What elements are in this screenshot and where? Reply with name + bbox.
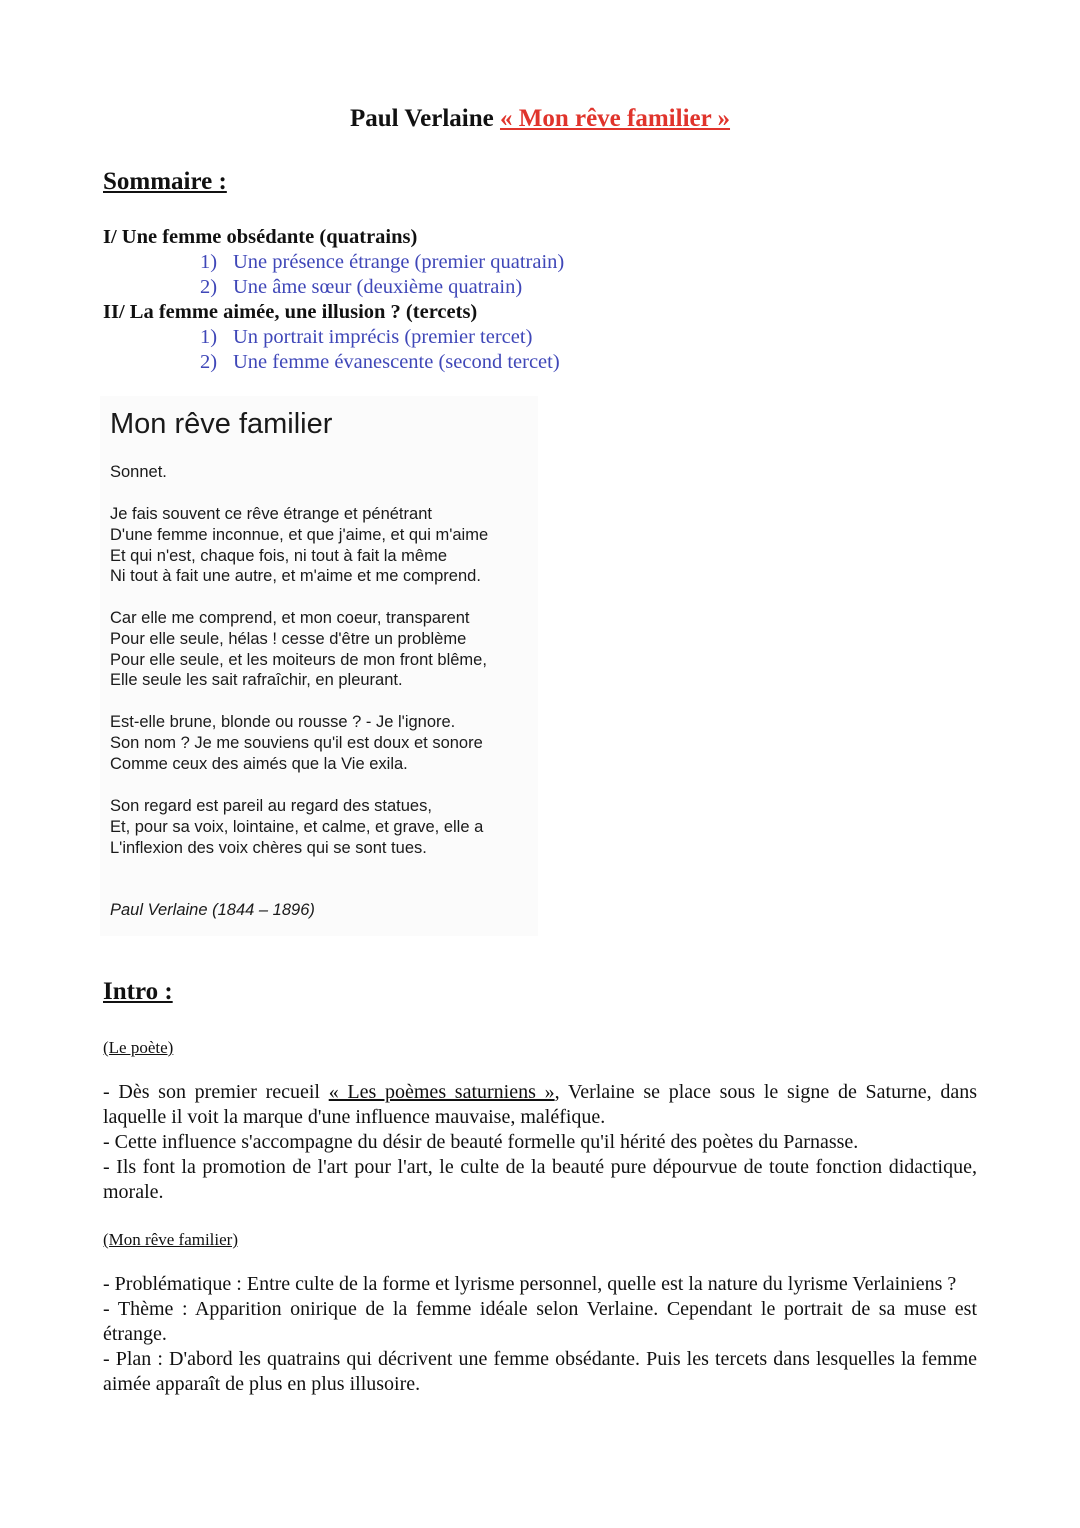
intro-reve-text [103,1272,977,1397]
text-span: - Dès son premier recueil [103,1081,329,1103]
verse-line: Pour elle seule, hélas ! cesse d'être un problème [110,629,467,648]
intro-heading: Intro : [103,978,173,1005]
poem-subtitle: Sonnet. [110,463,167,481]
paragraph: - Ils font la promotion de l'art pour l'art, le culte de la beauté pure dépourvue de toute fonction didactique, morale. [103,1156,977,1203]
paragraph [103,1080,977,1130]
paragraph: - Problématique : Entre culte de la forme et lyrisme personnel, quelle est la nature du lyrisme Verlainiens ? [103,1273,957,1295]
verse-line: Son nom ? Je me souviens qu'il est doux et sonore [110,733,483,752]
verse-line: D'une femme inconnue, et que j'aime, et qui m'aime [110,525,489,544]
subheading-reve: (Mon rêve familier) [103,1230,238,1249]
stanza-3 [110,712,483,774]
table-of-contents [103,225,564,375]
toc-sub-2-1 [103,325,564,350]
verse-line: Je fais souvent ce rêve étrange et pénétrant [110,505,432,523]
stanza-4 [110,796,483,858]
toc-sub-text: Une âme sœur (deuxième quatrain) [233,276,523,298]
title-work: « Mon rêve familier » [499,105,731,132]
toc-sub-text: Une femme évanescente (second tercet) [233,351,560,373]
toc-sub-text: Un portrait imprécis (premier tercet) [233,326,533,348]
toc-sub-num: 2) [200,276,218,298]
paragraph: - Cette influence s'accompagne du désir de beauté formelle qu'il hérité des poètes du Parnasse. [103,1131,859,1153]
paragraph: - Plan : D'abord les quatrains qui décrivent une femme obsédante. Puis les tercets dans lesquelles la femme aimée apparaît de plus en plus illusoire. [103,1348,977,1395]
stanza-1 [110,504,488,587]
paragraph: - Thème : Apparition onirique de la femme idéale selon Verlaine. Cependant le portrait de sa muse est étrange. [103,1298,977,1345]
stanza-2 [110,608,487,691]
toc-sub-num: 2) [200,351,218,373]
verse-line: Et, pour sa voix, lointaine, et calme, et grave, elle a [110,817,484,836]
verse-line: Comme ceux des aimés que la Vie exila. [110,754,408,773]
intro-poete-text [103,1080,977,1205]
verse-line: Son regard est pareil au regard des statues, [110,797,432,815]
poem-title: Mon rêve familier [110,408,333,440]
toc-sub-1-1 [103,250,564,275]
verse-line: L'inflexion des voix chères qui se sont tues. [110,838,427,857]
toc-part-2: II/ La femme aimée, une illusion ? (tercets) [103,301,478,323]
page-title [0,103,1080,135]
verse-line: Et qui n'est, chaque fois, ni tout à fait la même [110,546,448,565]
recueil-title: « Les poèmes saturniens » [328,1081,555,1103]
title-author: Paul Verlaine [349,105,494,132]
toc-sub-text: Une présence étrange (premier quatrain) [233,251,565,273]
verse-line: Ni tout à fait une autre, et m'aime et me comprend. [110,567,481,586]
sommaire-heading: Sommaire : [103,168,227,195]
toc-part-1: I/ Une femme obsédante (quatrains) [103,226,418,248]
verse-line: Est-elle brune, blonde ou rousse ? - Je l'ignore. [110,713,456,731]
poem-author: Paul Verlaine (1844 – 1896) [110,901,315,919]
verse-line: Pour elle seule, et les moiteurs de mon front blême, [110,650,487,669]
verse-line: Elle seule les sait rafraîchir, en pleurant. [110,671,403,690]
toc-sub-num: 1) [200,251,218,273]
toc-sub-num: 1) [200,326,218,348]
toc-sub-1-2 [103,275,564,300]
toc-sub-2-2 [103,350,564,375]
poem-image [100,396,538,936]
verse-line: Car elle me comprend, et mon coeur, transparent [110,609,470,627]
text-span: , Verlaine se place sous le signe de Saturne, dans laquelle il voit la marque d'une influence mauvaise, maléfique. [103,1081,977,1128]
subheading-poete: (Le poète) [103,1038,174,1057]
